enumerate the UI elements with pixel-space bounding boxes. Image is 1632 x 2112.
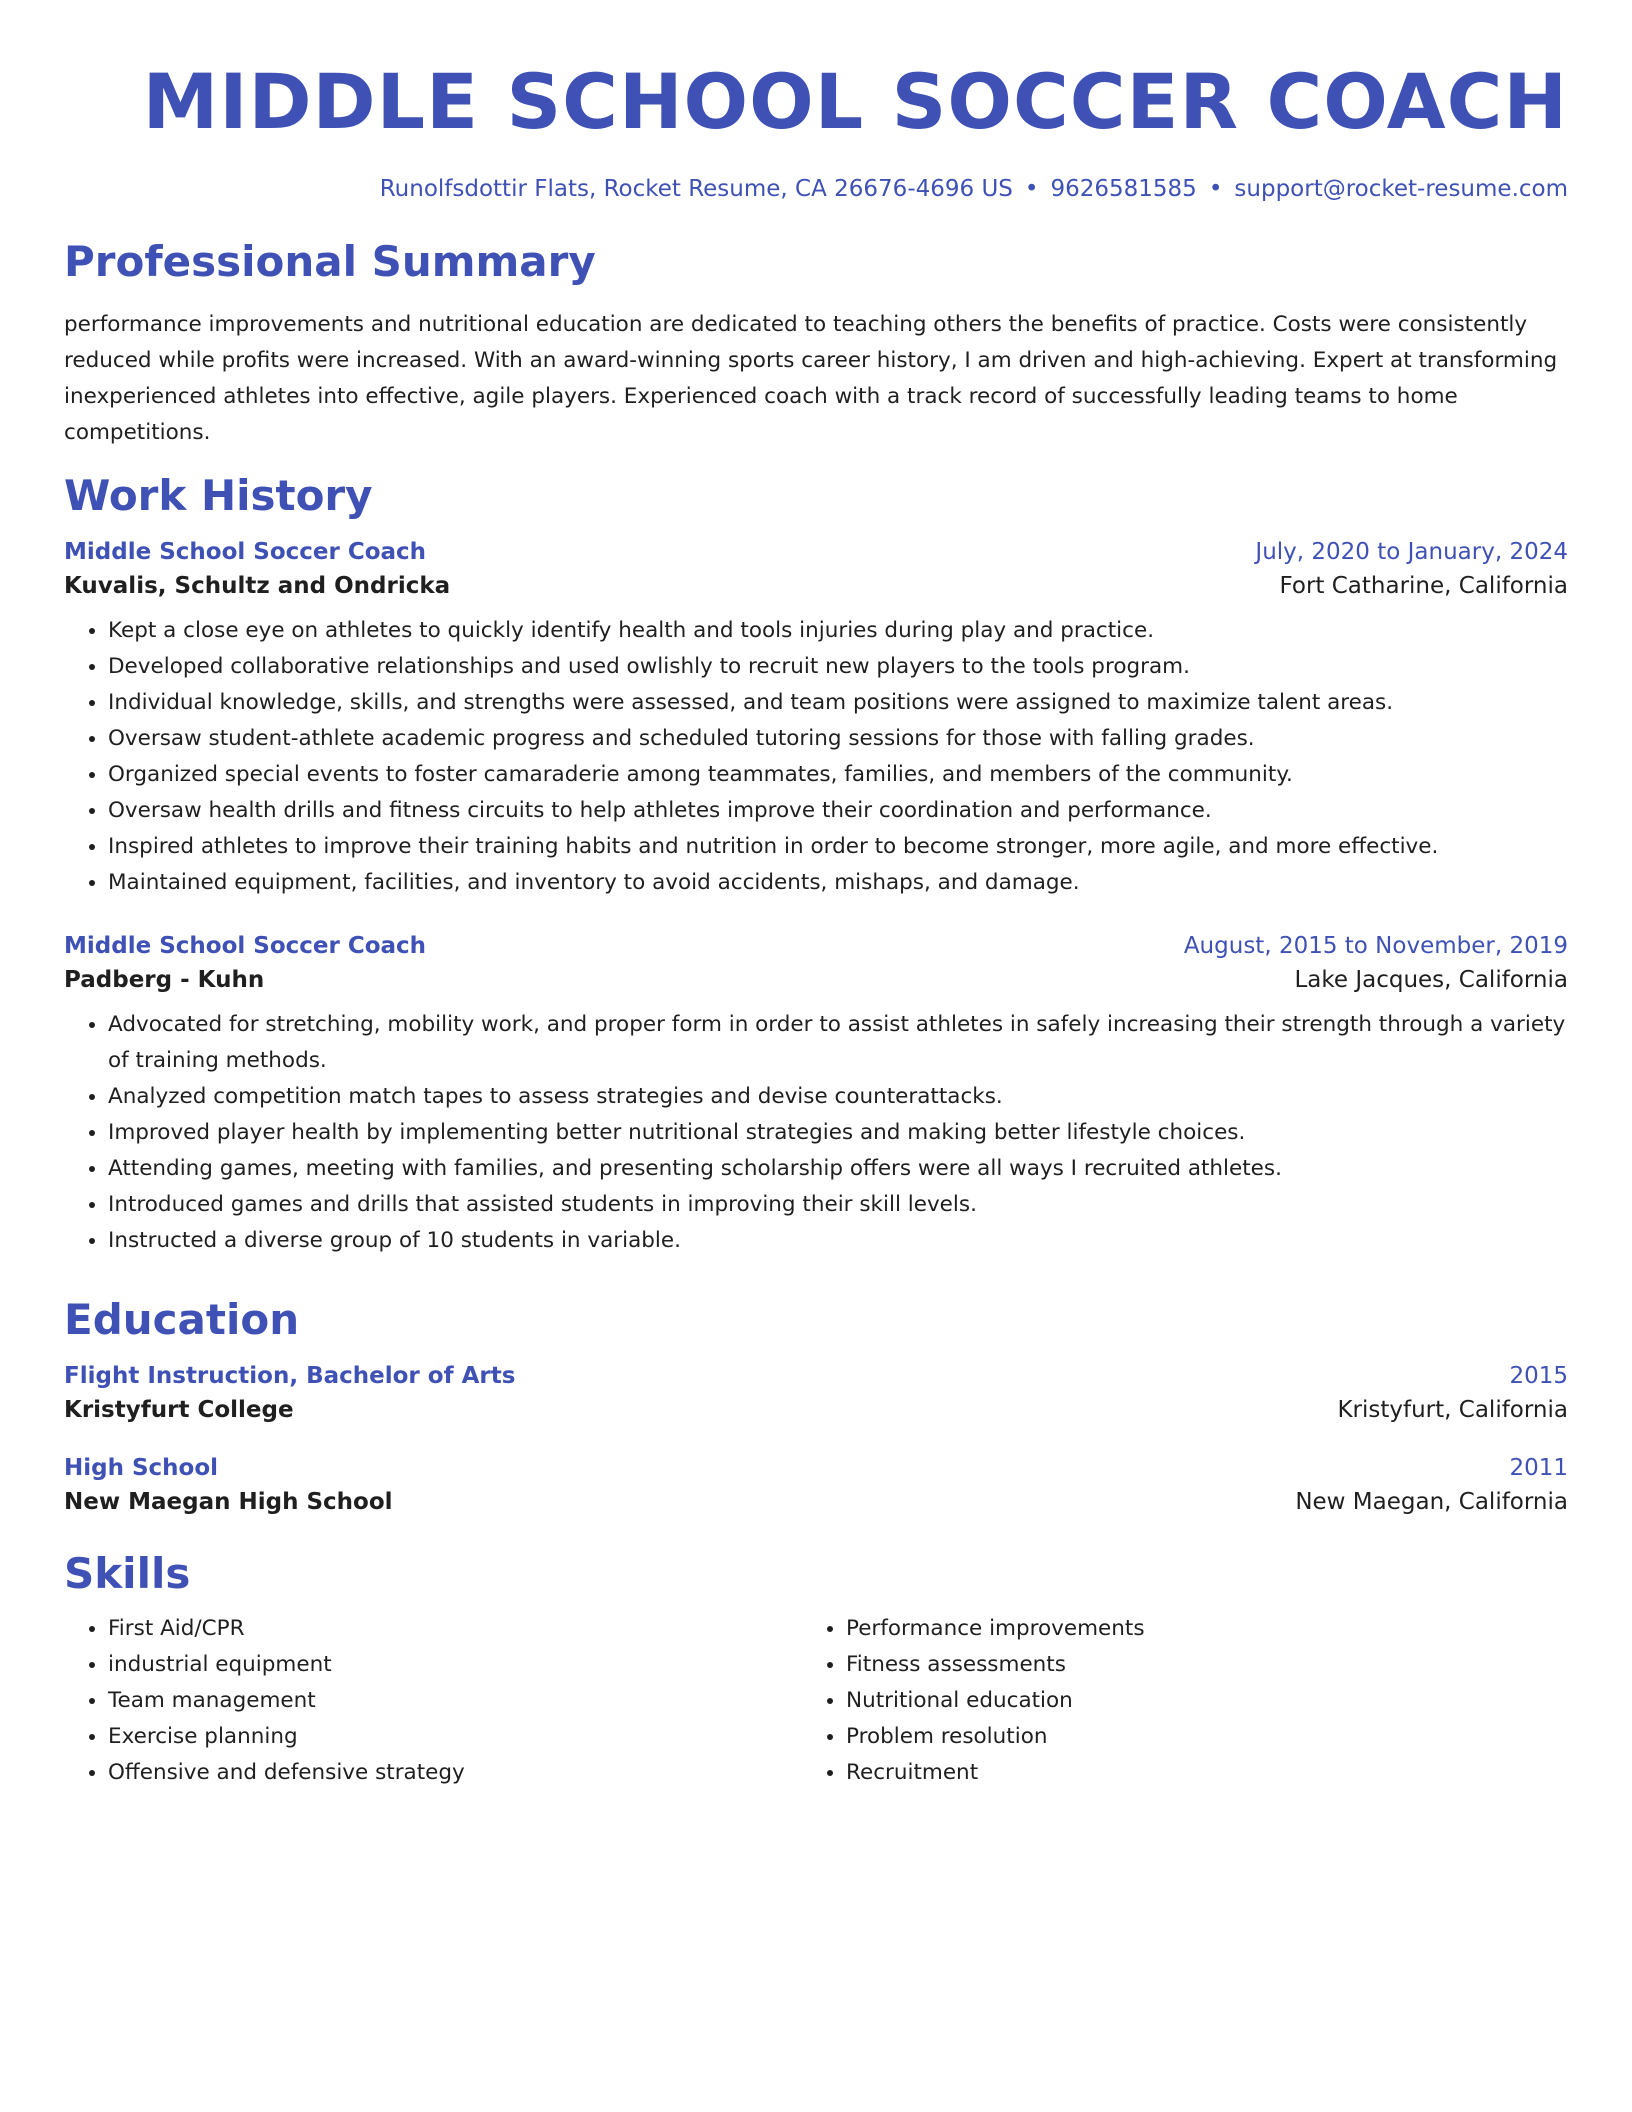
list-item: • Attending games, meeting with families, and presenting scholarship offers were all ways I recruited athletes. — [108, 1151, 1568, 1187]
education-entry — [64, 1455, 1568, 1515]
job-bullets — [64, 613, 1568, 901]
skills-column-left — [64, 1611, 802, 1791]
summary-text: performance improvements and nutritional education are dedicated to teaching others the benefits of practice. Costs were consistently reduced while profits were increased. With an award-winning sports career history, I am driven and high-achieving. Expert at transforming inexperienced athletes into effective, agile players. Experienced coach with a track record of successfully leading teams to home competitions. — [64, 312, 1558, 445]
list-item: • Introduced games and drills that assisted students in improving their skill levels. — [108, 1187, 1568, 1223]
job-company-row — [64, 967, 1568, 993]
work-history-heading: Work History — [64, 471, 373, 520]
education-header-row — [64, 1363, 1568, 1389]
skill-item: • Team management — [108, 1683, 802, 1719]
education-heading: Education — [64, 1295, 300, 1344]
list-item: • Individual knowledge, skills, and strengths were assessed, and team positions were assigned to maximize talent areas. — [108, 685, 1568, 721]
skill-item: • Fitness assessments — [846, 1647, 1540, 1683]
skills-column-right — [802, 1611, 1540, 1791]
job-company: Padberg - Kuhn — [64, 967, 265, 993]
summary-heading: Professional Summary — [64, 237, 596, 286]
contact-address: Runolfsdottir Flats, Rocket Resume, CA 26676-4696 US — [379, 176, 1013, 202]
skill-item: • Problem resolution — [846, 1719, 1540, 1755]
education-location: Kristyfurt, California — [1337, 1397, 1568, 1423]
education-entry — [64, 1363, 1568, 1423]
skill-item: • Offensive and defensive strategy — [108, 1755, 802, 1791]
skills-list — [802, 1611, 1540, 1791]
education-school: New Maegan High School — [64, 1489, 393, 1515]
skill-item: • Nutritional education — [846, 1683, 1540, 1719]
skill-item: • industrial equipment — [108, 1647, 802, 1683]
contact-email[interactable]: support@rocket-resume.com — [1234, 176, 1568, 202]
job-role: Middle School Soccer Coach — [64, 933, 427, 959]
list-item: • Advocated for stretching, mobility work, and proper form in order to assist athletes in safely increasing their strength through a variety of training methods. — [108, 1007, 1568, 1079]
job-dates: July, 2020 to January, 2024 — [1255, 539, 1568, 565]
job-dates: August, 2015 to November, 2019 — [1183, 933, 1568, 959]
list-item: • Developed collaborative relationships and used owlishly to recruit new players to the tools program. — [108, 649, 1568, 685]
job-role: Middle School Soccer Coach — [64, 539, 427, 565]
education-degree: Flight Instruction, Bachelor of Arts — [64, 1363, 516, 1389]
skill-item: • Recruitment — [846, 1755, 1540, 1791]
contact-phone: 9626581585 — [1050, 176, 1197, 202]
contact-line — [64, 176, 1568, 202]
job-bullets — [64, 1007, 1568, 1259]
list-item: • Oversaw student-athlete academic progress and scheduled tutoring sessions for those with falling grades. — [108, 721, 1568, 757]
list-item: • Instructed a diverse group of 10 students in variable. — [108, 1223, 1568, 1259]
education-school: Kristyfurt College — [64, 1397, 294, 1423]
job-entry — [64, 539, 1568, 901]
education-school-row — [64, 1397, 1568, 1423]
skill-item: • Exercise planning — [108, 1719, 802, 1755]
job-header-row — [64, 539, 1568, 565]
list-item: • Analyzed competition match tapes to assess strategies and devise counterattacks. — [108, 1079, 1568, 1115]
education-year: 2011 — [1509, 1455, 1568, 1481]
list-item: • Inspired athletes to improve their training habits and nutrition in order to become stronger, more agile, and more effective. — [108, 829, 1568, 865]
resume-name: MIDDLE SCHOOL SOCCER COACH — [142, 57, 1568, 146]
education-location: New Maegan, California — [1295, 1489, 1568, 1515]
education-school-row — [64, 1489, 1568, 1515]
skill-item: • Performance improvements — [846, 1611, 1540, 1647]
separator-dot: • — [1208, 176, 1223, 202]
education-degree: High School — [64, 1455, 219, 1481]
separator-dot: • — [1024, 176, 1039, 202]
list-item: • Improved player health by implementing better nutritional strategies and making better lifestyle choices. — [108, 1115, 1568, 1151]
job-location: Fort Catharine, California — [1279, 573, 1568, 599]
list-item: • Maintained equipment, facilities, and inventory to avoid accidents, mishaps, and damage. — [108, 865, 1568, 901]
skill-item: • First Aid/CPR — [108, 1611, 802, 1647]
skills-grid — [64, 1611, 1568, 1791]
education-header-row — [64, 1455, 1568, 1481]
list-item: • Kept a close eye on athletes to quickly identify health and tools injuries during play and practice. — [108, 613, 1568, 649]
job-entry — [64, 933, 1568, 1259]
job-company: Kuvalis, Schultz and Ondricka — [64, 573, 451, 599]
list-item: • Organized special events to foster camaraderie among teammates, families, and members of the community. — [108, 757, 1568, 793]
list-item: • Oversaw health drills and fitness circuits to help athletes improve their coordination and performance. — [108, 793, 1568, 829]
job-location: Lake Jacques, California — [1294, 967, 1568, 993]
job-company-row — [64, 573, 1568, 599]
job-header-row — [64, 933, 1568, 959]
skills-list — [64, 1611, 802, 1791]
education-year: 2015 — [1509, 1363, 1568, 1389]
skills-heading: Skills — [64, 1549, 191, 1598]
